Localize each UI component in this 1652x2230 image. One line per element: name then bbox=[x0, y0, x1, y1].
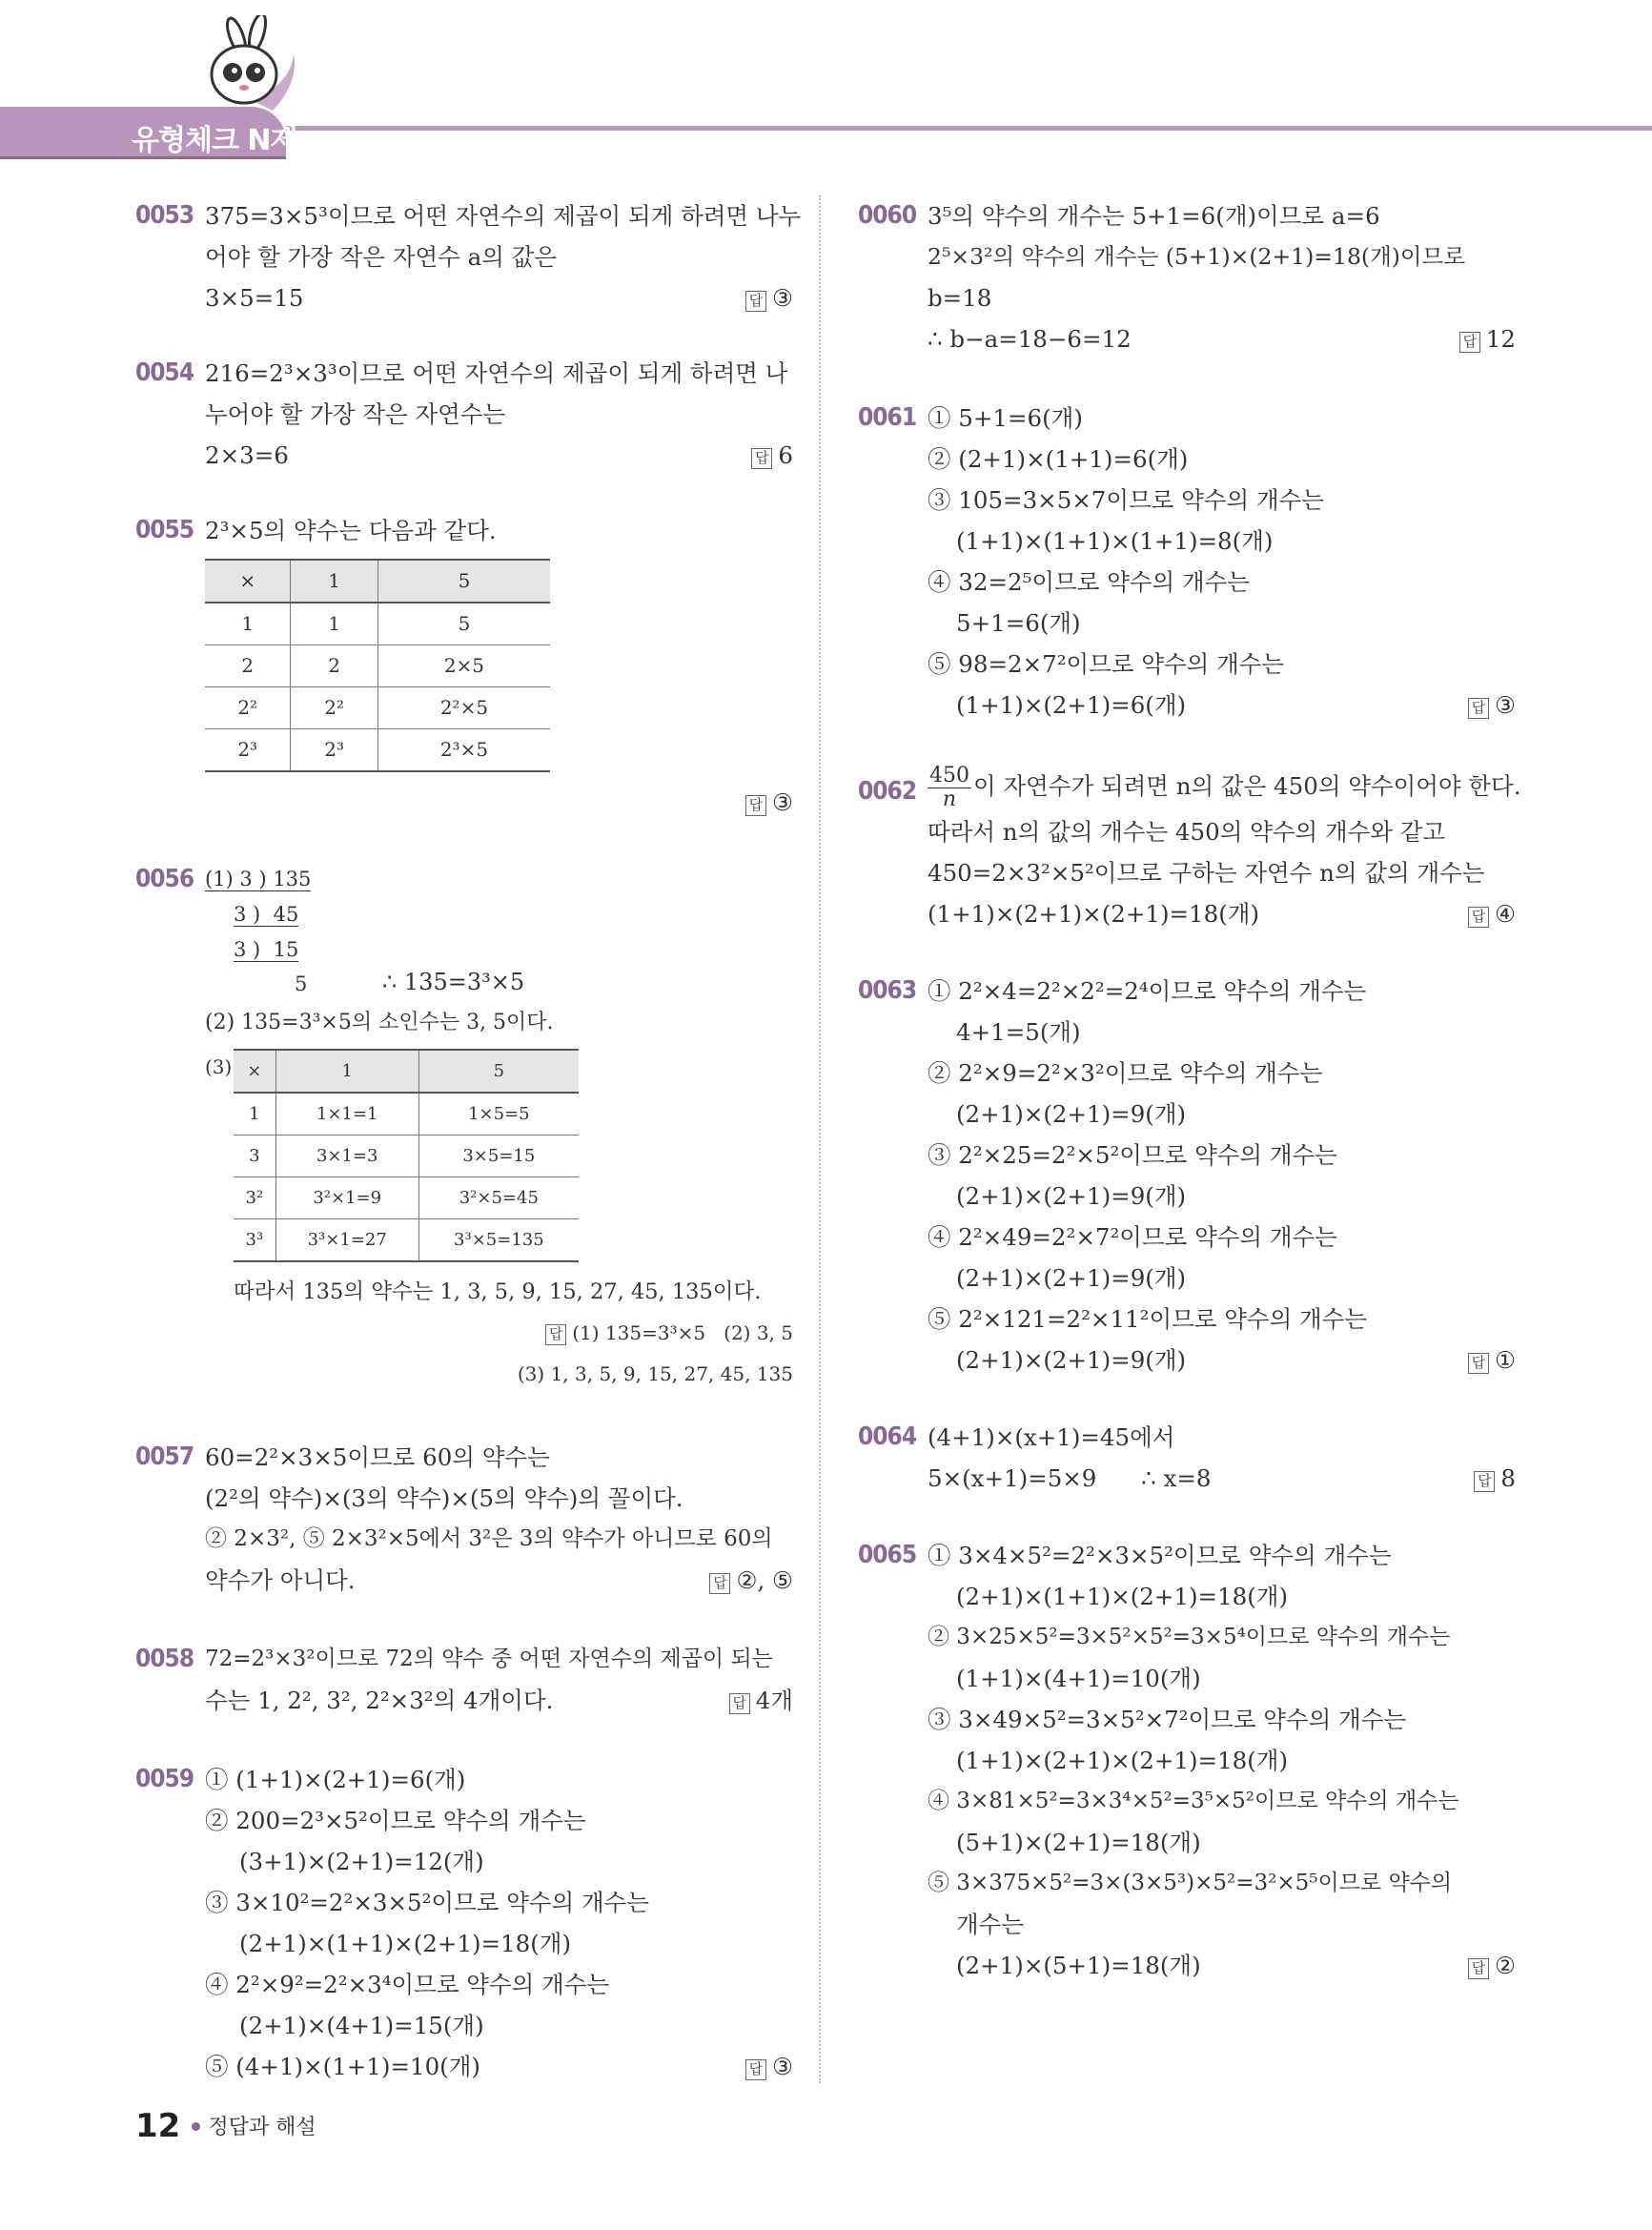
answer bbox=[745, 2046, 793, 2087]
table-cell: 5 bbox=[377, 560, 550, 603]
table-cell: 3×1=3 bbox=[275, 1135, 418, 1177]
problem-0057 bbox=[135, 1437, 793, 1601]
solution-line: (5+1)×(2+1)=18(개) bbox=[956, 1829, 1201, 1856]
table-cell: 1 bbox=[275, 1050, 418, 1093]
problem-0060 bbox=[858, 195, 1516, 359]
rabbit-mascot-icon bbox=[187, 15, 301, 122]
solution-text: (2+1)×(5+1)=18(개) bbox=[956, 1952, 1201, 1979]
answer-value: ① bbox=[1495, 1346, 1516, 1374]
ladder-text: 3 ) 15 bbox=[234, 938, 299, 961]
table-cell: 1 bbox=[234, 1093, 275, 1135]
fraction-denominator: n bbox=[942, 788, 957, 811]
answer-value: (1) 135=3³×5 (2) 3, 5 bbox=[572, 1321, 793, 1344]
problem-number: 0062 bbox=[858, 777, 917, 806]
solution-line: ⑤ 3×375×5²=3×(3×5³)×5²=3²×5⁵이므로 약수의 bbox=[928, 1871, 1453, 1895]
table-cell: 2³ bbox=[291, 729, 377, 772]
left-column bbox=[135, 195, 802, 2119]
solution-line: ④ 32=2⁵이므로 약수의 개수는 bbox=[928, 568, 1250, 596]
answer bbox=[751, 435, 793, 476]
answer-value: 8 bbox=[1500, 1464, 1516, 1492]
solution-line: (2+1)×(4+1)=15(개) bbox=[239, 2012, 484, 2039]
solution-line: 어야 할 가장 작은 자연수 a의 값은 bbox=[205, 243, 558, 271]
ladder-row bbox=[295, 964, 307, 1005]
page-number: 12 bbox=[135, 2107, 181, 2145]
solution-line: 4+1=5(개) bbox=[956, 1018, 1081, 1046]
solution-line bbox=[205, 1680, 793, 1721]
solution-line: ④ 2²×49=2²×7²이므로 약수의 개수는 bbox=[928, 1223, 1337, 1251]
solution-line: ④ 3×81×5²=3×3⁴×5²=3⁵×5²이므로 약수의 개수는 bbox=[928, 1789, 1459, 1813]
table-block bbox=[205, 1049, 793, 1262]
problem-0061 bbox=[858, 398, 1516, 726]
solution-line bbox=[205, 435, 793, 476]
answer-mark-icon: 답 bbox=[545, 1324, 566, 1345]
solution-text: ⑤ (4+1)×(1+1)=10(개) bbox=[205, 2053, 480, 2080]
problem-number: 0058 bbox=[135, 1645, 194, 1673]
solution-line: (4+1)×(x+1)=45에서 bbox=[928, 1423, 1175, 1451]
answer bbox=[1459, 318, 1516, 359]
problem-0058 bbox=[135, 1639, 793, 1721]
page-header bbox=[0, 0, 1652, 162]
footer-label: 정답과 해설 bbox=[208, 2116, 316, 2139]
solution-text: (2+1)×(2+1)=9(개) bbox=[956, 1346, 1187, 1374]
solution-line bbox=[928, 318, 1516, 359]
ladder-text: ∴ 135=3³×5 bbox=[382, 969, 525, 995]
answer-value: ③ bbox=[772, 788, 793, 816]
answer bbox=[1468, 1945, 1516, 1986]
solution-line: 개수는 bbox=[956, 1911, 1025, 1938]
solution-line: ③ 2²×25=2²×5²이므로 약수의 개수는 bbox=[928, 1141, 1337, 1169]
problem-0059 bbox=[135, 1759, 793, 2087]
solution-line: 60=2²×3×5이므로 60의 약수는 bbox=[205, 1443, 550, 1471]
solution-line: (3+1)×(2+1)=12(개) bbox=[239, 1848, 484, 1875]
solution-line bbox=[928, 1458, 1516, 1499]
solution-line: ① 5+1=6(개) bbox=[928, 404, 1083, 432]
table-cell: 1 bbox=[205, 603, 291, 645]
divisor-table bbox=[234, 1049, 579, 1262]
solution-line: ② 200=2³×5²이므로 약수의 개수는 bbox=[205, 1807, 586, 1834]
solution-text: (1+1)×(2+1)=6(개) bbox=[956, 691, 1187, 719]
solution-line: 375=3×5³이므로 어떤 자연수의 제곱이 되게 하려면 나누 bbox=[205, 202, 802, 230]
solution-line: 3⁵의 약수의 개수는 5+1=6(개)이므로 a=6 bbox=[928, 202, 1380, 230]
problem-number: 0056 bbox=[135, 865, 194, 893]
answer-mark-icon: 답 bbox=[745, 2059, 766, 2080]
solution-line: ① (1+1)×(2+1)=6(개) bbox=[205, 1766, 466, 1793]
solution-text: 약수가 아니다. bbox=[205, 1566, 356, 1594]
problem-0063 bbox=[858, 971, 1516, 1381]
problem-number: 0057 bbox=[135, 1442, 194, 1471]
sub-label: (3) bbox=[205, 1055, 233, 1078]
table-cell: 5 bbox=[418, 1050, 579, 1093]
right-column bbox=[858, 195, 1521, 2018]
solution-line bbox=[928, 893, 1516, 934]
table-cell: 2² bbox=[205, 687, 291, 729]
answer-mark-icon: 답 bbox=[751, 448, 772, 469]
solution-line: 2³×5의 약수는 다음과 같다. bbox=[205, 517, 497, 544]
problem-number: 0061 bbox=[858, 403, 917, 432]
divisor-table bbox=[205, 559, 550, 772]
header-rule bbox=[286, 126, 1652, 131]
solution-line bbox=[928, 762, 1521, 811]
section-tag-label: 유형체크 N제 bbox=[132, 124, 297, 157]
solution-line: (2+1)×(1+1)×(2+1)=18(개) bbox=[239, 1930, 572, 1957]
problem-0053 bbox=[135, 195, 802, 318]
problem-number: 0054 bbox=[135, 358, 194, 387]
solution-line: ⑤ 98=2×7²이므로 약수의 개수는 bbox=[928, 650, 1285, 678]
ladder-result bbox=[382, 962, 524, 1003]
solution-line: (2+1)×(2+1)=9(개) bbox=[956, 1264, 1187, 1292]
problem-0055 bbox=[135, 510, 793, 823]
answer-mark-icon: 답 bbox=[745, 291, 766, 312]
answer bbox=[1468, 685, 1516, 726]
solution-text: 5×(x+1)=5×9 ∴ x=8 bbox=[928, 1464, 1212, 1492]
solution-line: (2+1)×(2+1)=9(개) bbox=[956, 1182, 1187, 1210]
solution-text: (1+1)×(2+1)×(2+1)=18(개) bbox=[928, 900, 1260, 928]
prime-factorization-ladder bbox=[205, 859, 793, 1002]
problem-number: 0055 bbox=[135, 516, 194, 544]
table-cell: 1×1=1 bbox=[275, 1093, 418, 1135]
ladder-row bbox=[234, 930, 298, 971]
answer-value: ③ bbox=[772, 2053, 793, 2080]
answer bbox=[205, 1313, 793, 1354]
answer-mark-icon: 답 bbox=[1474, 1471, 1495, 1492]
solution-line: ④ 2²×9²=2²×3⁴이므로 약수의 개수는 bbox=[205, 1971, 610, 1998]
table-cell: 1 bbox=[291, 603, 377, 645]
answer-mark-icon: 답 bbox=[1468, 698, 1489, 719]
solution-line: (1+1)×(2+1)×(2+1)=18(개) bbox=[956, 1747, 1289, 1774]
solution-line: b=18 bbox=[928, 284, 992, 312]
solution-line: ② 2²×9=2²×3²이므로 약수의 개수는 bbox=[928, 1059, 1323, 1087]
solution-line bbox=[205, 1560, 793, 1601]
answer-mark-icon: 답 bbox=[1468, 1353, 1489, 1374]
solution-line: ② 2×3², ⑤ 2×3²×5에서 3²은 3의 약수가 아니므로 60의 bbox=[205, 1526, 773, 1551]
answer-continued bbox=[205, 1354, 793, 1395]
solution-line: 5+1=6(개) bbox=[956, 609, 1081, 637]
page-footer bbox=[135, 2107, 316, 2145]
solution-line bbox=[928, 1340, 1516, 1381]
table-cell: 3×5=15 bbox=[418, 1135, 579, 1177]
solution-line: ① 2²×4=2²×2²=2⁴이므로 약수의 개수는 bbox=[928, 977, 1367, 1005]
ladder-text: (1) 3 ) 135 bbox=[205, 868, 312, 890]
answer bbox=[745, 277, 793, 318]
table-cell: 2² bbox=[291, 687, 377, 729]
table-cell: 2³ bbox=[205, 729, 291, 772]
solution-line: ② (2+1)×(1+1)=6(개) bbox=[928, 445, 1189, 473]
solution-line: ③ 3×49×5²=3×5²×7²이므로 약수의 개수는 bbox=[928, 1706, 1407, 1733]
solution-line: 누어야 할 가장 작은 자연수는 bbox=[205, 400, 506, 428]
fraction-numerator: 450 bbox=[929, 764, 969, 788]
solution-text: 수는 1, 2², 3², 2²×3²의 4개이다. bbox=[205, 1687, 554, 1714]
answer bbox=[729, 1680, 793, 1721]
table-cell: 3 bbox=[234, 1135, 275, 1177]
ladder-text: 5 bbox=[295, 972, 308, 995]
table-cell: × bbox=[234, 1050, 275, 1093]
solution-line: (1+1)×(4+1)=10(개) bbox=[956, 1665, 1201, 1692]
solution-line: ① 3×4×5²=2²×3×5²이므로 약수의 개수는 bbox=[928, 1542, 1392, 1569]
answer-value: 4개 bbox=[755, 1687, 793, 1714]
answer bbox=[205, 782, 793, 823]
solution-text: 이 자연수가 되려면 n의 값은 450의 약수이어야 한다. bbox=[973, 772, 1521, 800]
answer-value: ④ bbox=[1495, 900, 1516, 928]
table-cell: × bbox=[205, 560, 291, 603]
problem-0054 bbox=[135, 353, 793, 476]
solution-line: 450=2×3²×5²이므로 구하는 자연수 n의 값의 개수는 bbox=[928, 859, 1485, 887]
solution-line bbox=[205, 277, 793, 318]
solution-line: ② 3×25×5²=3×5²×5²=3×5⁴이므로 약수의 개수는 bbox=[928, 1625, 1451, 1649]
table-cell: 2 bbox=[291, 645, 377, 687]
solution-line: ⑤ 2²×121=2²×11²이므로 약수의 개수는 bbox=[928, 1305, 1368, 1333]
answer-mark-icon: 답 bbox=[709, 1573, 730, 1594]
solution-line: ③ 105=3×5×7이므로 약수의 개수는 bbox=[928, 486, 1324, 514]
solution-text: ∴ b−a=18−6=12 bbox=[928, 325, 1132, 353]
answer-value: ② bbox=[1495, 1952, 1516, 1979]
problem-0062 bbox=[858, 762, 1521, 934]
solution-line: (2+1)×(2+1)=9(개) bbox=[956, 1100, 1187, 1128]
table-cell: 3²×5=45 bbox=[418, 1177, 579, 1219]
answer-mark-icon: 답 bbox=[1468, 907, 1489, 928]
table-cell: 3³ bbox=[234, 1219, 275, 1262]
table-cell: 3² bbox=[234, 1177, 275, 1219]
answer bbox=[1474, 1458, 1516, 1499]
answer-mark-icon: 답 bbox=[1468, 1958, 1489, 1979]
table-cell: 2×5 bbox=[377, 645, 550, 687]
solution-line bbox=[205, 2046, 793, 2087]
answer bbox=[1468, 1340, 1516, 1381]
ladder-text: 3 ) 45 bbox=[234, 903, 299, 926]
column-divider bbox=[819, 195, 821, 2083]
solution-line: 따라서 n의 값의 개수는 450의 약수의 개수와 같고 bbox=[928, 818, 1446, 846]
solution-line: (1+1)×(1+1)×(1+1)=8(개) bbox=[956, 527, 1274, 555]
answer-value: 6 bbox=[778, 441, 793, 469]
problem-number: 0064 bbox=[858, 1422, 917, 1451]
table-cell: 1×5=5 bbox=[418, 1093, 579, 1135]
solution-line: 따라서 135의 약수는 1, 3, 5, 9, 15, 27, 45, 135이다. bbox=[234, 1279, 762, 1304]
problem-number: 0063 bbox=[858, 976, 917, 1005]
answer-value: ③ bbox=[1495, 691, 1516, 719]
solution-line: ③ 3×10²=2²×3×5²이므로 약수의 개수는 bbox=[205, 1889, 649, 1916]
solution-line: 2⁵×3²의 약수의 개수는 (5+1)×(2+1)=18(개)이므로 bbox=[928, 243, 1466, 270]
problem-number: 0053 bbox=[135, 201, 194, 230]
table-cell: 2³×5 bbox=[377, 729, 550, 772]
solution-line bbox=[928, 1945, 1516, 1986]
table-cell: 3³×5=135 bbox=[418, 1219, 579, 1262]
problem-0056 bbox=[135, 859, 793, 1395]
solution-text: 2×3=6 bbox=[205, 441, 289, 469]
answer-mark-icon: 답 bbox=[745, 795, 766, 816]
solution-line: (2) 135=3³×5의 소인수는 3, 5이다. bbox=[205, 1011, 554, 1034]
table-cell: 3³×1=27 bbox=[275, 1219, 418, 1262]
answer-value: ③ bbox=[772, 284, 793, 312]
solution-line: 72=2³×3²이므로 72의 약수 중 어떤 자연수의 제곱이 되는 bbox=[205, 1647, 773, 1671]
problem-number: 0059 bbox=[135, 1765, 194, 1793]
table-cell: 2²×5 bbox=[377, 687, 550, 729]
answer-mark-icon: 답 bbox=[1459, 332, 1480, 353]
solution-line bbox=[928, 685, 1516, 726]
solution-line: (2²의 약수)×(3의 약수)×(5의 약수)의 꼴이다. bbox=[205, 1484, 683, 1512]
problem-number: 0065 bbox=[858, 1541, 917, 1569]
fraction bbox=[928, 765, 971, 811]
table-cell: 1 bbox=[291, 560, 377, 603]
bullet-icon bbox=[192, 2122, 200, 2131]
answer-value: 12 bbox=[1485, 325, 1516, 353]
solution-text: 3×5=15 bbox=[205, 284, 304, 312]
table-cell: 2 bbox=[205, 645, 291, 687]
answer bbox=[1468, 893, 1516, 934]
table-cell: 3²×1=9 bbox=[275, 1177, 418, 1219]
answer bbox=[709, 1560, 793, 1601]
answer-mark-icon: 답 bbox=[729, 1693, 750, 1714]
problem-0065 bbox=[858, 1535, 1516, 1986]
table-cell: 5 bbox=[377, 603, 550, 645]
problem-0064 bbox=[858, 1417, 1516, 1499]
solution-line: 216=2³×3³이므로 어떤 자연수의 제곱이 되게 하려면 나 bbox=[205, 359, 788, 387]
solution-line: (2+1)×(1+1)×(2+1)=18(개) bbox=[956, 1583, 1289, 1610]
problem-number: 0060 bbox=[858, 201, 917, 230]
answer-value: (3) 1, 3, 5, 9, 15, 27, 45, 135 bbox=[517, 1362, 793, 1385]
answer-value: ②, ⑤ bbox=[736, 1566, 793, 1594]
